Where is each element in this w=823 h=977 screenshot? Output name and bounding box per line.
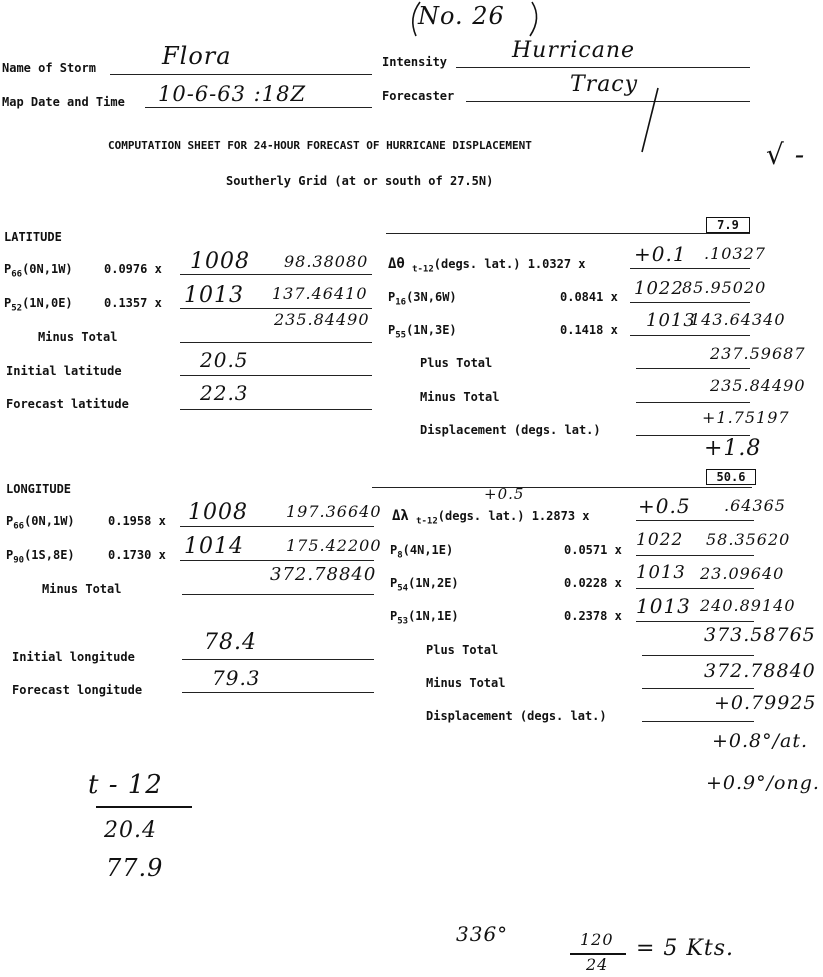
forecaster-line [466, 101, 750, 102]
latitude-p55-label: $P_{55}(1N,3E)$ [388, 323, 457, 341]
longitude-displacement-long: +0.9°/ong. [706, 772, 820, 794]
longitude-p66-pressure: 1008 [188, 500, 248, 525]
latitude-right-top-line [386, 233, 750, 234]
latitude-plus-total-line [636, 368, 750, 369]
latitude-plus-total-value: 237.59687 [710, 344, 806, 363]
latitude-minus-total-value: 235.84490 [274, 310, 370, 329]
t12-note-longitude: 77.9 [106, 854, 164, 882]
longitude-p53-product: 240.89140 [700, 596, 796, 615]
name-of-storm-label: Name of Storm [2, 61, 96, 75]
delta-theta-line [630, 268, 750, 269]
latitude-p55-line [630, 335, 750, 336]
forecast-latitude-label: Forecast latitude [6, 397, 129, 411]
latitude-p16-label: $P_{16}(3N,6W)$ [388, 290, 457, 308]
longitude-right-top-line [372, 487, 752, 488]
sheet-title: COMPUTATION SHEET FOR 24-HOUR FORECAST OF HURRICANE DISPLACEMENT [108, 139, 532, 152]
longitude-right-minus-value: 372.78840 [704, 660, 816, 682]
longitude-p54-line [636, 588, 754, 589]
latitude-p52-line [180, 308, 372, 309]
latitude-p16-coef: 0.0841 x [560, 290, 618, 304]
forecaster-value: Tracy [570, 72, 639, 97]
longitude-displacement-label: Displacement (degs. lat.) [426, 709, 607, 723]
sheet-subtitle: Southerly Grid (at or south of 27.5N) [226, 174, 494, 188]
t12-note-label: t - 12 [88, 770, 163, 800]
initial-latitude-label: Initial latitude [6, 364, 122, 378]
name-of-storm-line [110, 74, 372, 75]
speed-numerator: 120 [580, 930, 614, 949]
latitude-right-minus-label: Minus Total [420, 390, 500, 404]
longitude-p8-line [636, 555, 754, 556]
initial-longitude-line [182, 659, 374, 660]
longitude-p54-pressure: 1013 [636, 562, 686, 583]
latitude-p66-line [180, 274, 372, 275]
latitude-p55-coef: 0.1418 x [560, 323, 618, 337]
latitude-displacement-label: Displacement (degs. lat.) [420, 423, 601, 437]
delta-theta-label: Δθ $_{t-12}$(degs. lat.) 1.0327 x [388, 256, 586, 275]
longitude-p54-coef: 0.0228 x [564, 576, 622, 590]
longitude-p53-pressure: 1013 [636, 594, 691, 618]
forecast-latitude-line [180, 409, 372, 410]
latitude-p66-coef: 0.0976 x [104, 262, 162, 276]
longitude-right-minus-line [642, 688, 754, 689]
latitude-p55-product: 143.64340 [690, 310, 786, 329]
latitude-p66-product: 98.38080 [284, 252, 369, 271]
latitude-p55-pressure: 1013 [646, 310, 696, 331]
initial-longitude-value: 78.4 [204, 630, 257, 655]
delta-theta-product: .10327 [704, 244, 766, 263]
longitude-minus-total-value: 372.78840 [270, 564, 377, 585]
forecast-longitude-line [182, 692, 374, 693]
longitude-displacement-value: +0.79925 [714, 692, 817, 714]
longitude-plus-total-value: 373.58765 [704, 624, 816, 646]
latitude-right-minus-line [636, 402, 750, 403]
map-date-time-label: Map Date and Time [2, 95, 125, 109]
latitude-minus-total-label: Minus Total [38, 330, 118, 344]
longitude-plus-total-label: Plus Total [426, 643, 499, 657]
name-of-storm-value: Flora [162, 42, 232, 70]
initial-longitude-label: Initial longitude [12, 650, 135, 664]
latitude-p52-coef: 0.1357 x [104, 296, 162, 310]
longitude-p8-product: 58.35620 [706, 530, 791, 549]
latitude-p16-pressure: 1022 [634, 278, 684, 299]
t12-note-latitude: 20.4 [104, 818, 157, 843]
longitude-heading: LONGITUDE [6, 482, 72, 496]
delta-lambda-label: Δλ $_{t-12}$(degs. lat.) 1.2873 x [392, 508, 590, 527]
latitude-p16-product: 85.95020 [682, 278, 767, 297]
latitude-box-value: 7.9 [706, 217, 750, 233]
longitude-p54-label: $P_{54}(1N,2E)$ [390, 576, 459, 594]
initial-latitude-value: 20.5 [200, 348, 249, 372]
longitude-p90-product: 175.42200 [286, 536, 382, 555]
delta-lambda-line [636, 520, 754, 521]
intensity-line [456, 67, 750, 68]
latitude-displacement-rounded: +1.8 [704, 436, 762, 461]
latitude-p52-product: 137.46410 [272, 284, 368, 303]
delta-lambda-input: +0.5 [638, 494, 691, 518]
longitude-p53-coef: 0.2378 x [564, 609, 622, 623]
delta-lambda-product: .64365 [724, 496, 786, 515]
delta-theta-input: +0.1 [634, 242, 687, 266]
longitude-right-minus-label: Minus Total [426, 676, 506, 690]
latitude-minus-total-line [180, 342, 372, 343]
latitude-p52-pressure: 1013 [184, 283, 244, 308]
longitude-p53-label: $P_{53}(1N,1E)$ [390, 609, 459, 627]
forecast-longitude-value: 79.3 [212, 666, 261, 690]
forecast-longitude-label: Forecast longitude [12, 683, 143, 697]
t12-note-underline [96, 806, 192, 808]
speed-result: = 5 Kts. [636, 936, 734, 961]
longitude-plus-total-line [642, 655, 754, 656]
longitude-minus-total-line [182, 594, 374, 595]
longitude-p8-label: $P_8(4N,1E)$ [390, 543, 454, 561]
longitude-p90-coef: 0.1730 x [108, 548, 166, 562]
map-date-time-value: 10-6-63 :18Z [158, 82, 307, 106]
number-tag: No. 26 [418, 2, 505, 30]
intensity-value: Hurricane [512, 38, 636, 63]
intensity-label: Intensity [382, 55, 448, 69]
speed-denominator: 24 [586, 955, 609, 974]
number-tag-bracket [404, 0, 544, 42]
latitude-p16-line [630, 302, 750, 303]
longitude-displacement-line [642, 721, 754, 722]
longitude-p66-label: $P_{66}(0N,1W)$ [6, 514, 75, 532]
latitude-right-minus-value: 235.84490 [710, 376, 806, 395]
map-date-time-line [145, 107, 372, 108]
longitude-displacement-lat: +0.8°/at. [712, 730, 809, 752]
heading-degrees-note: 336° [456, 922, 509, 946]
latitude-heading: LATITUDE [4, 230, 62, 244]
latitude-displacement-value: +1.75197 [702, 408, 790, 427]
longitude-p90-line [180, 560, 374, 561]
longitude-p66-line [180, 526, 374, 527]
latitude-p52-label: $P_{52}(1N,0E)$ [4, 296, 73, 314]
longitude-p8-coef: 0.0571 x [564, 543, 622, 557]
latitude-p66-label: $P_{66}(0N,1W)$ [4, 262, 73, 280]
forecaster-label: Forecaster [382, 89, 455, 103]
latitude-p66-pressure: 1008 [190, 249, 250, 274]
longitude-p8-pressure: 1022 [636, 530, 684, 550]
longitude-box-value: 50.6 [706, 469, 756, 485]
margin-check-mark: √ - [766, 138, 806, 171]
longitude-p53-line [636, 621, 754, 622]
longitude-p90-label: $P_{90}(1S,8E)$ [6, 548, 75, 566]
longitude-p90-pressure: 1014 [184, 534, 244, 559]
forecaster-tail-stroke [636, 86, 666, 156]
longitude-minus-total-label: Minus Total [42, 582, 122, 596]
forecast-latitude-value: 22.3 [200, 381, 249, 405]
longitude-p66-product: 197.36640 [286, 502, 382, 521]
initial-latitude-line [180, 375, 372, 376]
longitude-p66-coef: 0.1958 x [108, 514, 166, 528]
delta-lambda-above-note: +0.5 [484, 485, 525, 503]
longitude-p54-product: 23.09640 [700, 564, 785, 583]
latitude-plus-total-label: Plus Total [420, 356, 493, 370]
